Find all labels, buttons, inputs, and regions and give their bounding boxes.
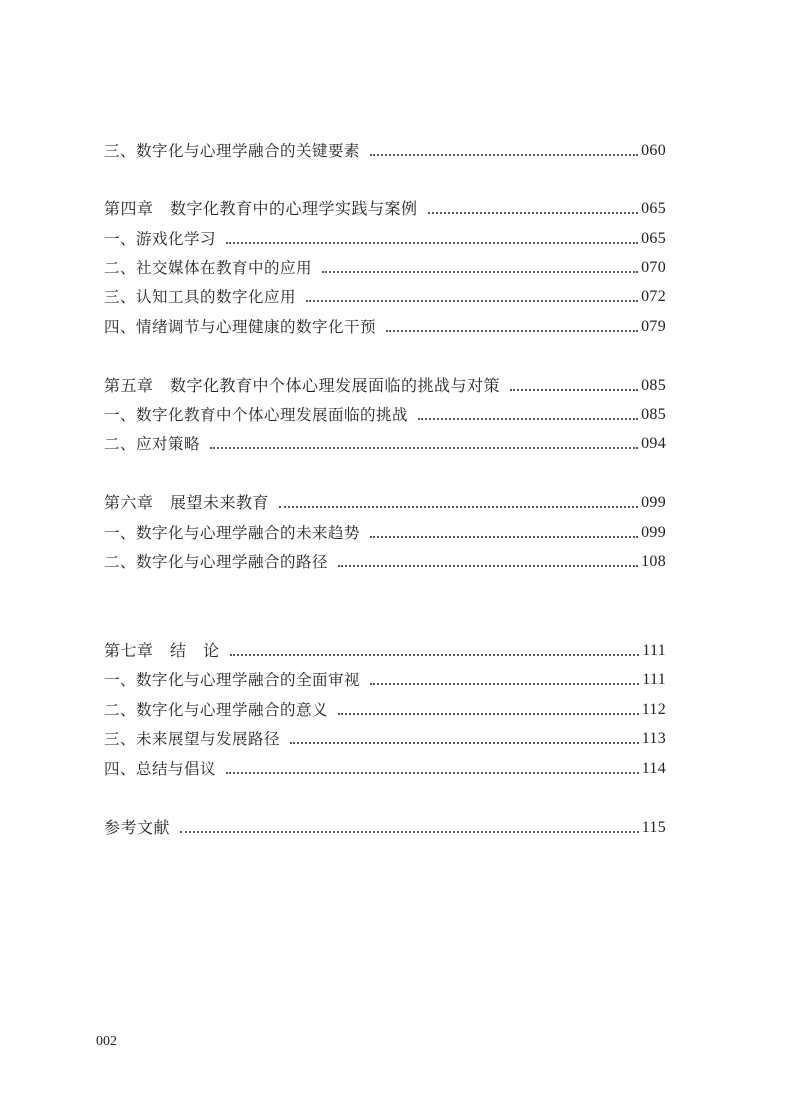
toc-chapter-entry	[104, 374, 666, 398]
toc-entry-title: 一、数字化与心理学融合的未来趋势	[104, 524, 361, 542]
toc-entry-page: 065	[641, 230, 666, 247]
toc-entry-title: 第五章 数字化教育中个体心理发展面临的挑战与对策	[104, 376, 501, 395]
toc-entry-title: 第七章 结 论	[104, 641, 220, 660]
dot-leader	[226, 772, 639, 774]
toc-entry-title: 一、数字化教育中个体心理发展面临的挑战	[104, 406, 409, 424]
toc-entry	[104, 315, 666, 339]
toc-entry	[104, 521, 666, 545]
toc-entry-page: 114	[641, 760, 666, 777]
dot-leader	[210, 447, 638, 449]
toc-entry-title: 四、总结与倡议	[104, 760, 217, 778]
toc-entry-page: 085	[641, 406, 666, 423]
toc-entry	[104, 403, 666, 427]
dot-leader	[290, 742, 639, 744]
dot-leader	[279, 506, 638, 508]
toc-entry	[104, 139, 666, 163]
toc-entry-title: 二、数字化与心理学融合的意义	[104, 701, 329, 719]
toc-entry-title: 一、游戏化学习	[104, 230, 217, 248]
toc-entry	[104, 698, 666, 722]
dot-leader	[338, 565, 638, 567]
toc-entry-page: 072	[641, 288, 666, 305]
toc-entry-title: 二、社交媒体在教育中的应用	[104, 259, 313, 277]
toc-entry-page: 112	[641, 701, 666, 718]
toc-entry-title: 二、数字化与心理学融合的路径	[104, 553, 329, 571]
toc-entry	[104, 668, 666, 692]
dot-leader	[322, 271, 638, 273]
toc-entry-page: 065	[641, 200, 666, 217]
dot-leader	[226, 242, 638, 244]
toc-entry	[104, 256, 666, 280]
dot-leader	[180, 831, 639, 833]
toc-chapter-entry	[104, 816, 666, 840]
toc-entry-page: 115	[641, 819, 666, 836]
toc-entry	[104, 550, 666, 574]
dot-leader	[230, 654, 640, 656]
toc-entry-page: 060	[641, 142, 666, 159]
toc-entry-page: 094	[641, 435, 666, 452]
toc-entry-page: 111	[642, 671, 666, 688]
toc-entry-title: 四、情绪调节与心理健康的数字化干预	[104, 318, 377, 336]
toc-entry-page: 099	[641, 524, 666, 541]
dot-leader	[418, 418, 638, 420]
toc-entry-page: 079	[641, 318, 666, 335]
toc-entry	[104, 727, 666, 751]
toc-entry-page: 070	[641, 259, 666, 276]
toc-entry-title: 三、未来展望与发展路径	[104, 730, 281, 748]
toc-entry-title: 一、数字化与心理学融合的全面审视	[104, 671, 361, 689]
toc-entry	[104, 227, 666, 251]
toc-chapter-entry	[104, 639, 666, 663]
dot-leader	[386, 330, 638, 332]
toc-chapter-entry	[104, 197, 666, 221]
toc-entry-page: 108	[641, 553, 666, 570]
toc-entry-title: 三、数字化与心理学融合的关键要素	[104, 142, 361, 160]
toc-entry	[104, 285, 666, 309]
toc-entry	[104, 432, 666, 456]
toc-chapter-entry	[104, 491, 666, 515]
dot-leader	[428, 212, 639, 214]
toc-entry-page: 113	[641, 730, 666, 747]
dot-leader	[370, 683, 639, 685]
toc-entry-page: 111	[642, 642, 666, 659]
toc-entry-page: 099	[641, 494, 666, 511]
dot-leader	[306, 300, 638, 302]
toc-entry-title: 三、认知工具的数字化应用	[104, 288, 297, 306]
dot-leader	[510, 389, 638, 391]
toc-entry-page: 085	[641, 377, 666, 394]
toc-entry	[104, 757, 666, 781]
toc-entry-title: 第四章 数字化教育中的心理学实践与案例	[104, 199, 418, 218]
toc-entry-title: 二、应对策略	[104, 435, 201, 453]
dot-leader	[370, 154, 638, 156]
toc-entry-title: 第六章 展望未来教育	[104, 493, 270, 512]
dot-leader	[338, 713, 639, 715]
page-number: 002	[96, 1034, 117, 1049]
toc-entry-title: 参考文献	[104, 818, 171, 837]
dot-leader	[370, 536, 638, 538]
